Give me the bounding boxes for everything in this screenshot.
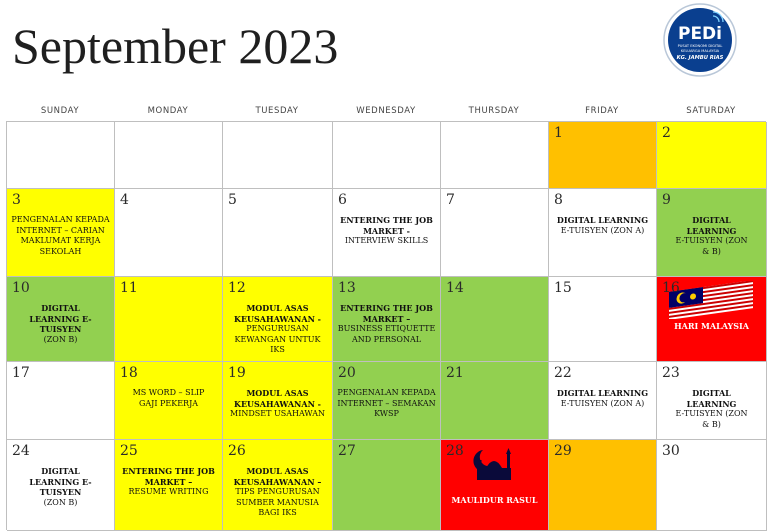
day-number: 22 — [554, 365, 572, 381]
day-number: 23 — [662, 365, 680, 381]
day-cell-17[interactable] — [7, 362, 115, 440]
day-number: 10 — [12, 280, 30, 296]
event-text: DIGITAL LEARNING E-TUISYEN (ZON A) — [556, 215, 649, 235]
day-cell-11[interactable] — [115, 277, 223, 362]
logo-sub1: PUSAT EKONOMI DIGITAL — [677, 44, 723, 48]
dow-tuesday: TUESDAY — [255, 106, 299, 116]
day-number: 20 — [338, 365, 356, 381]
dow-saturday: SATURDAY — [686, 106, 736, 116]
day-cell-21[interactable] — [441, 362, 549, 440]
mosque-icon — [469, 442, 519, 482]
event-text: PENGENALAN KEPADA INTERNET – CARIAN MAKLUMAT KERJA SEKOLAH — [11, 215, 110, 256]
day-number: 25 — [120, 443, 138, 459]
day-number: 4 — [120, 192, 129, 208]
day-number: 16 — [662, 280, 680, 296]
page-title: September 2023 — [12, 18, 339, 74]
day-cell-8[interactable] — [549, 189, 657, 277]
event-text: DIGITAL LEARNING E-TUISYEN (ZON A) — [556, 388, 649, 408]
day-cell-19[interactable] — [223, 362, 333, 440]
logo-place: KG. JAMBU RIAS — [676, 55, 724, 61]
day-number: 6 — [338, 192, 347, 208]
day-cell-15[interactable] — [549, 277, 657, 362]
day-cell-18[interactable] — [115, 362, 223, 440]
day-cell-5[interactable] — [223, 189, 333, 277]
day-cell-29[interactable] — [549, 440, 657, 531]
day-cell-30[interactable] — [657, 440, 767, 531]
day-number: 1 — [554, 125, 563, 141]
day-cell — [441, 122, 549, 189]
day-cell — [115, 122, 223, 189]
day-number: 30 — [662, 443, 680, 459]
day-cell-24[interactable] — [7, 440, 115, 531]
day-number: 8 — [554, 192, 563, 208]
day-number: 12 — [228, 280, 246, 296]
day-cell-16[interactable] — [657, 277, 767, 362]
event-text: DIGITAL LEARNING E-TUISYEN (ZON & B) — [675, 215, 748, 256]
day-cell-9[interactable] — [657, 189, 767, 277]
event-text: HARI MALAYSIA — [674, 321, 749, 331]
day-number: 13 — [338, 280, 356, 296]
day-number: 17 — [12, 365, 30, 381]
day-number: 5 — [228, 192, 237, 208]
day-number: 26 — [228, 443, 246, 459]
event-text: MODUL ASAS KEUSAHAWANAN - MINDSET USAHAWAN — [230, 388, 325, 418]
event-text: MAULIDUR RASUL — [451, 495, 538, 505]
day-cell — [7, 122, 115, 189]
day-number: 2 — [662, 125, 671, 141]
day-cell-4[interactable] — [115, 189, 223, 277]
event-text: DIGITAL LEARNING E-TUISYEN (ZON B) — [29, 466, 92, 507]
day-number: 18 — [120, 365, 138, 381]
day-cell-28[interactable] — [441, 440, 549, 531]
logo-sub2: KELUARGA MALAYSIA — [680, 49, 720, 53]
day-cell-27[interactable] — [333, 440, 441, 531]
day-number: 14 — [446, 280, 464, 296]
event-text: ENTERING THE JOB MARKET – RESUME WRITING — [122, 466, 215, 496]
day-cell-10[interactable] — [7, 277, 115, 362]
event-text: MODUL ASAS KEUSAHAWANAN - PENGURUSAN KEWANGAN UNTUK IKS — [234, 303, 321, 354]
day-cell-26[interactable] — [223, 440, 333, 531]
day-cell — [223, 122, 333, 189]
event-text: DIGITAL LEARNING E-TUISYEN (ZON B) — [29, 303, 92, 344]
day-number: 28 — [446, 443, 464, 459]
event-text: ENTERING THE JOB MARKET - INTERVIEW SKILLS — [340, 215, 433, 245]
day-cell-20[interactable] — [333, 362, 441, 440]
dow-monday: MONDAY — [147, 106, 189, 116]
day-number: 15 — [554, 280, 572, 296]
day-number: 9 — [662, 192, 671, 208]
day-number: 7 — [446, 192, 455, 208]
day-cell-3[interactable] — [7, 189, 115, 277]
days-of-week-header — [6, 106, 766, 120]
day-number: 24 — [12, 443, 30, 459]
day-number: 29 — [554, 443, 572, 459]
logo-main: PEDi — [677, 24, 723, 44]
event-text: DIGITAL LEARNING E-TUISYEN (ZON & B) — [675, 388, 748, 429]
day-cell — [333, 122, 441, 189]
dow-sunday: SUNDAY — [40, 106, 80, 116]
day-cell-1[interactable] — [549, 122, 657, 189]
day-number: 3 — [12, 192, 21, 208]
calendar-grid — [6, 121, 766, 530]
day-number: 21 — [446, 365, 464, 381]
dow-thursday: THURSDAY — [468, 106, 520, 116]
day-cell-22[interactable] — [549, 362, 657, 440]
day-cell-13[interactable] — [333, 277, 441, 362]
day-cell-12[interactable] — [223, 277, 333, 362]
pedi-logo — [663, 3, 737, 77]
day-number: 19 — [228, 365, 246, 381]
day-cell-25[interactable] — [115, 440, 223, 531]
day-number: 27 — [338, 443, 356, 459]
event-text: ENTERING THE JOB MARKET – BUSINESS ETIQUETTE AND PERSONAL — [337, 303, 436, 344]
dow-friday: FRIDAY — [585, 106, 619, 116]
day-cell-6[interactable] — [333, 189, 441, 277]
day-cell-2[interactable] — [657, 122, 767, 189]
day-cell-7[interactable] — [441, 189, 549, 277]
day-number: 11 — [120, 280, 138, 296]
dow-wednesday: WEDNESDAY — [356, 106, 416, 116]
event-text: MS WORD – SLIP GAJI PEKERJA — [132, 388, 205, 408]
event-text: PENGENALAN KEPADA INTERNET – SEMAKAN KWSP — [337, 388, 436, 418]
day-cell-14[interactable] — [441, 277, 549, 362]
event-text: MODUL ASAS KEUSAHAWANAN – TIPS PENGURUSAN SUMBER MANUSIA BAGI IKS — [233, 466, 322, 517]
day-cell-23[interactable] — [657, 362, 767, 440]
